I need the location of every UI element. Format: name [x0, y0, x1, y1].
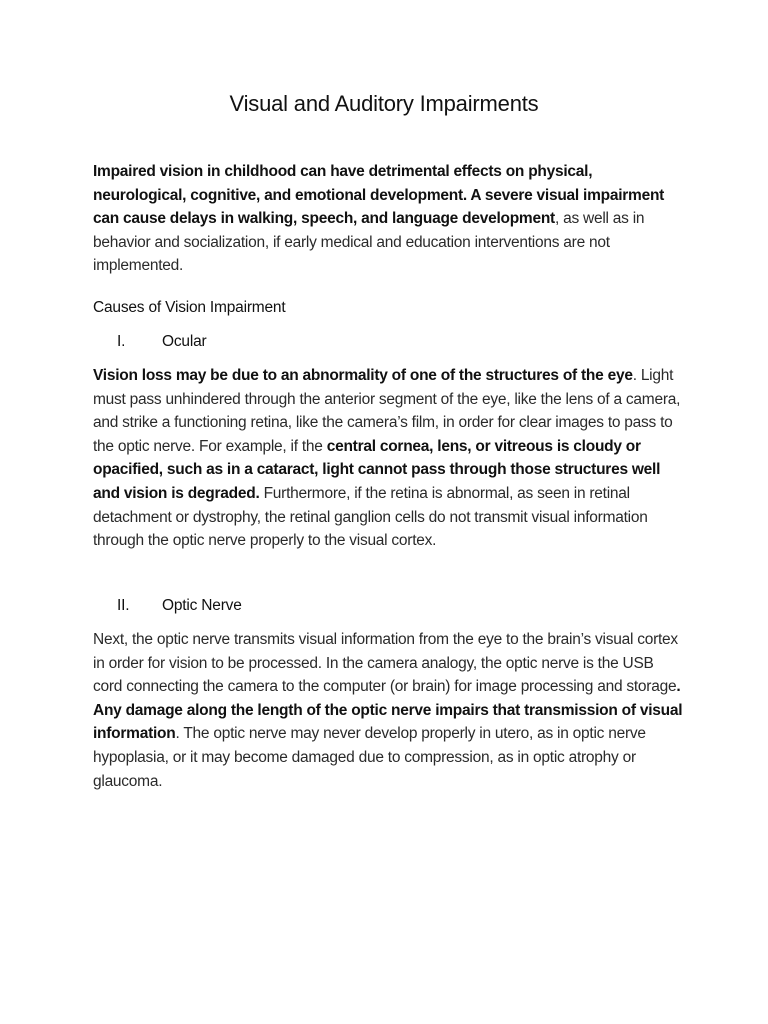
intro-text: , as well as in behavior and socialization, if early medical and education interventions are not implemented.	[93, 210, 645, 275]
optic-nerve-paragraph	[93, 628, 683, 793]
page-title: Visual and Auditory Impairments	[229, 91, 539, 116]
optic-text-2: . The optic nerve may never develop properly in utero, as in optic nerve hypoplasia, or it may become damaged due to compression, as in optic atrophy or glaucoma.	[93, 725, 646, 790]
list-item-optic-nerve	[117, 595, 242, 617]
intro-paragraph	[93, 160, 683, 278]
ocular-bold-text-1: Vision loss may be due to an abnormality of one of the structures of the eye	[93, 367, 633, 384]
ocular-paragraph	[93, 364, 683, 553]
ocular-bold-text-2: central cornea, lens, or vitreous is cloudy or opacified, such as in a cataract, light cannot pass through those structures well and vision is degraded.	[93, 437, 661, 502]
list-item-ocular	[117, 331, 206, 353]
list-label: Optic Nerve	[162, 597, 242, 614]
ocular-text-1: . Light must pass unhindered through the anterior segment of the eye, like the lens of a camera, and strike a functioning retina, like the camera’s film, in order for clear images to pass to the optic nerve. For example, if the	[93, 367, 681, 455]
list-numeral: I.	[117, 333, 126, 350]
optic-text-1: Next, the optic nerve transmits visual information from the eye to the brain’s visual cortex in order for vision to be processed. In the camera analogy, the optic nerve is the USB cord connecting the camera to the computer (or brain) for image processing and storage	[93, 631, 678, 696]
ocular-text-2: Furthermore, if the retina is abnormal, as seen in retinal detachment or dystrophy, the retinal ganglion cells do not transmit visual information through the optic nerve properly to the visual cortex.	[93, 484, 648, 550]
list-numeral: II.	[117, 597, 130, 614]
optic-bold-text-1: . Any damage along the length of the optic nerve impairs that transmission of visual information	[93, 678, 683, 743]
list-label: Ocular	[162, 333, 207, 350]
section-heading: Causes of Vision Impairment	[93, 299, 286, 316]
intro-bold-text: Impaired vision in childhood can have detrimental effects on physical, neurological, cognitive, and emotional development. A severe visual impairment can cause delays in walking, speech, and language development	[93, 163, 665, 228]
